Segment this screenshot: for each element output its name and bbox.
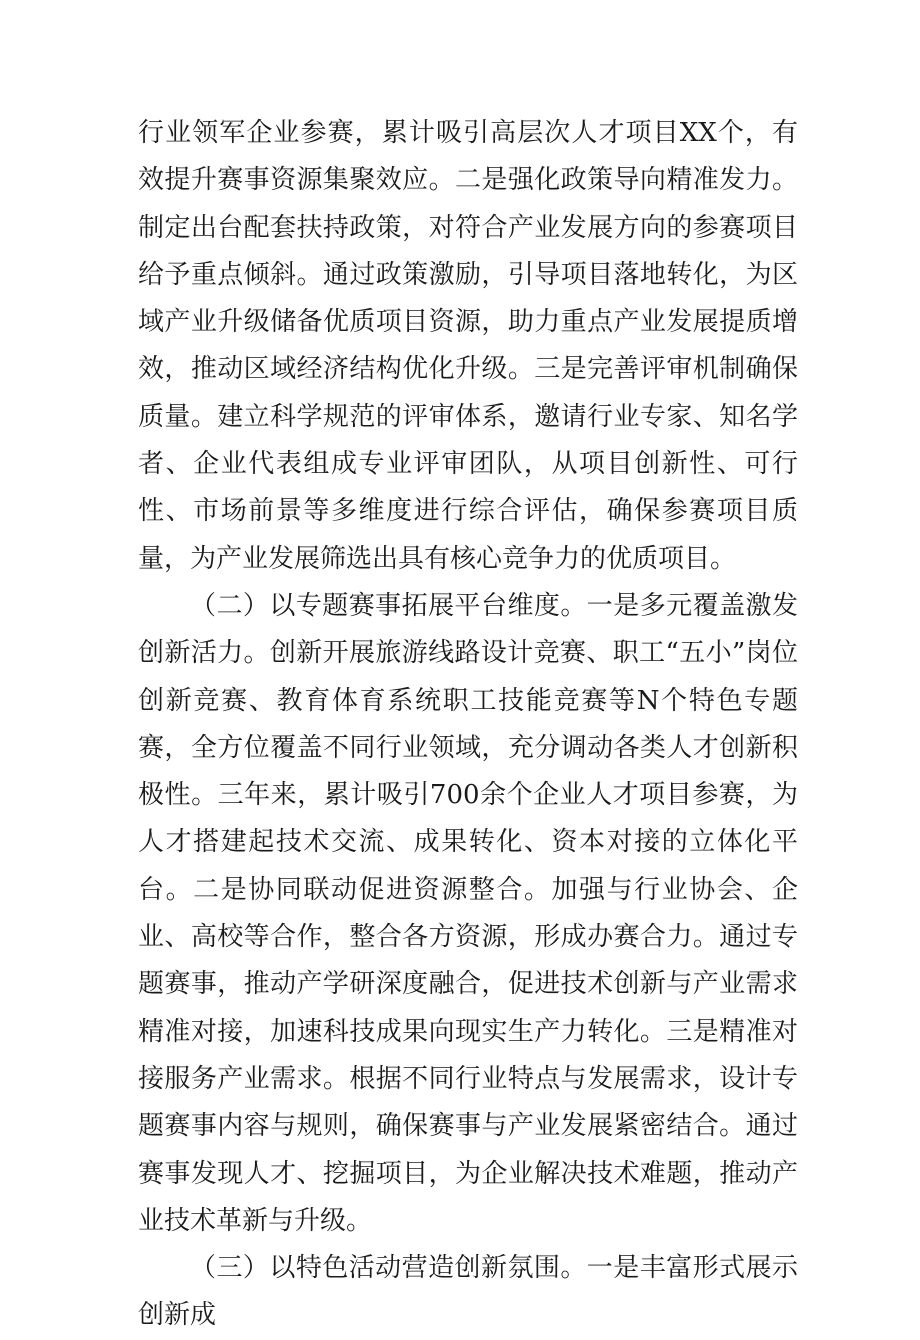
paragraph-section-three: （三）以特色活动营造创新氛围。一是丰富形式展示创新成 bbox=[138, 1253, 798, 1331]
paragraph-continuation: 行业领军企业参赛，累计吸引高层次人才项目XX个，有效提升赛事资源集聚效应。二是强化政策导向精准发力。制定出台配套扶持政策，对符合产业发展方向的参赛项目给予重点倾斜。通过政策激励，引导项目落地转化，为区域产业升级储备优质项目资源，助力重点产业发展提质增效，推动区域经济结构优化升级。三是完善评审机制确保质量。建立科学规范的评审体系，邀请行业专家、知名学者、企业代表组成专业评审团队，从项目创新性、可行性、市场前景等多维度进行综合评估，确保参赛项目质量，为产业发展筛选出具有核心竞争力的优质项目。 bbox=[138, 118, 798, 574]
body-text bbox=[138, 110, 798, 1340]
paragraph-section-two: （二）以专题赛事拓展平台维度。一是多元覆盖激发创新活力。创新开展旅游线路设计竞赛、职工“五小”岗位创新竞赛、教育体育系统职工技能竞赛等N个特色专题赛，全方位覆盖不同行业领域，充分调动各类人才创新积极性。三年来，累计吸引700余个企业人才项目参赛，为人才搭建起技术交流、成果转化、资本对接的立体化平台。二是协同联动促进资源整合。加强与行业协会、企业、高校等合作，整合各方资源，形成办赛合力。通过专题赛事，推动产学研深度融合，促进技术创新与产业需求精准对接，加速科技成果向现实生产力转化。三是精准对接服务产业需求。根据不同行业特点与发展需求，设计专题赛事内容与规则，确保赛事与产业发展紧密结合。通过赛事发现人才、挖掘项目，为企业解决技术难题，推动产业技术革新与升级。 bbox=[138, 590, 798, 1236]
